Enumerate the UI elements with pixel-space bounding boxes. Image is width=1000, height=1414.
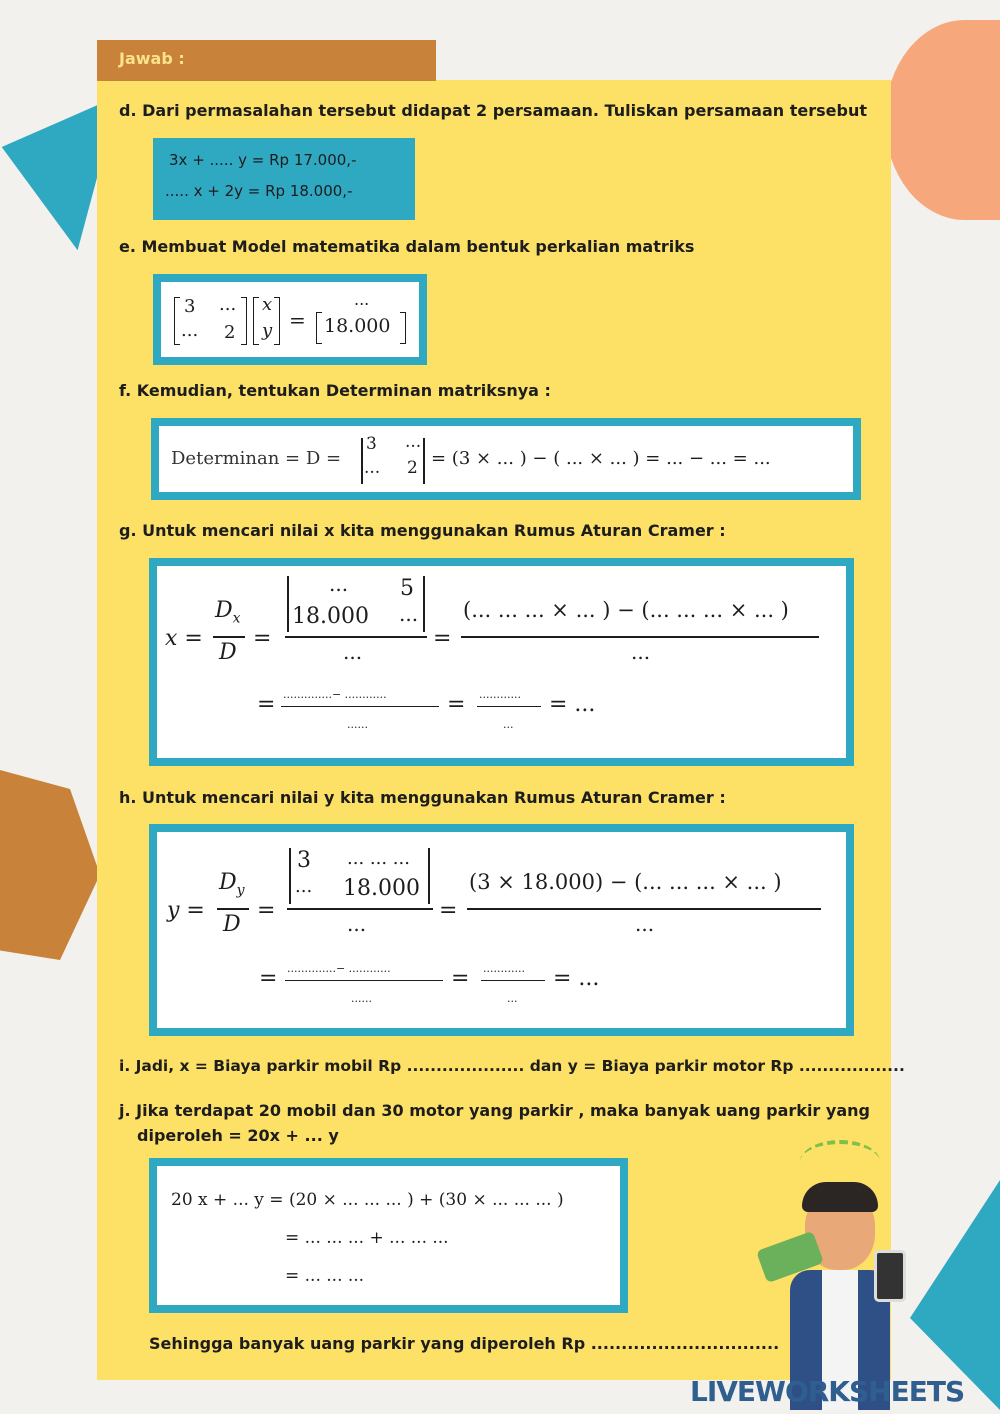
- dy-frac-den[interactable]: ...: [347, 912, 367, 936]
- right-bracket: [241, 297, 247, 345]
- vector-y: y: [262, 320, 273, 341]
- result-b2: 18.000: [324, 315, 391, 337]
- dy-m11: 3: [297, 848, 311, 873]
- x-r-eq1: =: [257, 692, 276, 717]
- x-expand-bar: [461, 636, 819, 638]
- dy-bar-left: [289, 848, 291, 904]
- question-j-line2: diperoleh = 20x + ... y: [137, 1126, 339, 1145]
- y-r-num2[interactable]: ............: [483, 962, 525, 975]
- dx-fraction-bar: [213, 636, 245, 638]
- det-bar-left: [361, 438, 363, 484]
- y-r-den1[interactable]: ......: [351, 992, 372, 1005]
- happy-man-illustration: [760, 1140, 920, 1410]
- dy-m21[interactable]: ...: [295, 876, 313, 897]
- x-equals-2: =: [433, 626, 452, 651]
- left-bracket: [316, 312, 322, 344]
- result-b1[interactable]: ...: [354, 290, 370, 309]
- liveworksheets-logo: LIVEWORKSHEETS: [690, 1375, 965, 1408]
- phone-icon: [874, 1250, 906, 1302]
- right-bracket: [400, 312, 406, 344]
- dy-m12[interactable]: ... ... ...: [347, 848, 410, 869]
- y-equals-2: =: [439, 898, 458, 923]
- y-r-eq1: =: [259, 966, 278, 991]
- dx-bar-right: [423, 576, 425, 632]
- det-a22: 2: [407, 458, 418, 478]
- dx-bar-left: [287, 576, 289, 632]
- parking-line-1[interactable]: 20 x + ... y = (20 × ... ... ... ) + (30 × ... ... ... ): [171, 1190, 564, 1210]
- dy-subscript: y: [236, 882, 245, 899]
- sparkle-lines: [800, 1140, 880, 1184]
- parking-line-3[interactable]: = ... ... ...: [285, 1266, 365, 1286]
- x-equals-1: =: [253, 626, 272, 651]
- x-r-eq3[interactable]: = ...: [549, 692, 596, 717]
- x-r-bar2: [477, 706, 541, 707]
- hair: [802, 1182, 878, 1212]
- x-r-bar1: [281, 706, 439, 707]
- parking-line-2[interactable]: = ... ... ... + ... ... ...: [285, 1228, 449, 1248]
- parking-calc-box: [149, 1158, 628, 1313]
- dy-main-bar: [287, 908, 433, 910]
- y-expand-den[interactable]: ...: [635, 912, 655, 936]
- decor-brown-hexagon: [0, 770, 100, 960]
- dx-main-bar: [285, 636, 427, 638]
- dy-denominator: D: [223, 912, 241, 937]
- question-h: h. Untuk mencari nilai y kita menggunakan Rumus Aturan Cramer :: [119, 788, 726, 807]
- matrix-box: [153, 274, 427, 365]
- equation-2[interactable]: ..... x + 2y = Rp 18.000,-: [165, 182, 353, 200]
- det-bar-right: [423, 438, 425, 484]
- x-lhs: x =: [165, 626, 203, 651]
- y-expand-num[interactable]: (3 × 18.000) − (... ... ... × ... ): [469, 870, 782, 894]
- dy-bar-right: [428, 848, 430, 904]
- left-bracket: [253, 297, 259, 345]
- dx-subscript: x: [232, 610, 241, 627]
- question-e: e. Membuat Model matematika dalam bentuk perkalian matriks: [119, 237, 695, 256]
- x-r-num1[interactable]: ..............− ............: [283, 688, 387, 701]
- left-bracket: [174, 297, 180, 345]
- dx-m22[interactable]: ...: [399, 602, 419, 626]
- dy-fraction-bar: [217, 908, 249, 910]
- determinant-box: [151, 418, 861, 500]
- question-j-line1: j. Jika terdapat 20 mobil dan 30 motor yang parkir , maka banyak uang parkir yang: [119, 1101, 870, 1120]
- dx-m12: 5: [400, 576, 414, 601]
- x-expand-den[interactable]: ...: [631, 640, 651, 664]
- equals-sign: =: [289, 308, 306, 332]
- dx-m11[interactable]: ...: [329, 572, 349, 596]
- x-expand-num[interactable]: (... ... ... × ... ) − (... ... ... × ... ): [463, 598, 789, 622]
- det-a21[interactable]: ...: [364, 458, 381, 478]
- question-g: g. Untuk mencari nilai x kita menggunakan Rumus Aturan Cramer :: [119, 521, 726, 540]
- dx-letter: D: [215, 598, 233, 623]
- y-r-bar1: [285, 980, 443, 981]
- dy-m22: 18.000: [343, 876, 420, 901]
- det-a12[interactable]: ...: [405, 432, 422, 452]
- y-r-den2[interactable]: ...: [507, 992, 518, 1005]
- determinant-expression[interactable]: = (3 × ... ) − ( ... × ... ) = ... − ... = ...: [431, 448, 771, 469]
- y-r-bar2: [481, 980, 545, 981]
- dx-numerator: [215, 598, 241, 626]
- x-r-den2[interactable]: ...: [503, 718, 514, 731]
- question-d: d. Dari permasalahan tersebut didapat 2 persamaan. Tuliskan persamaan tersebut: [119, 101, 867, 120]
- decor-orange-shape: [885, 20, 1000, 220]
- y-r-eq3[interactable]: = ...: [553, 966, 600, 991]
- matrix-a21[interactable]: ...: [181, 320, 199, 341]
- dy-numerator: [219, 870, 245, 898]
- matrix-a11: 3: [184, 296, 196, 317]
- y-r-num1[interactable]: ..............− ............: [287, 962, 391, 975]
- vector-x: x: [262, 294, 273, 315]
- x-r-den1[interactable]: ......: [347, 718, 368, 731]
- determinant-label: Determinan = D =: [171, 448, 342, 469]
- det-a11: 3: [366, 434, 377, 454]
- x-r-num2[interactable]: ............: [479, 688, 521, 701]
- right-bracket: [274, 297, 280, 345]
- matrix-a12[interactable]: ...: [219, 294, 237, 315]
- question-f: f. Kemudian, tentukan Determinan matriksnya :: [119, 381, 551, 400]
- dx-m21: 18.000: [292, 604, 369, 629]
- cramer-x-box: [149, 558, 854, 766]
- equations-box: [153, 138, 415, 220]
- y-lhs: y =: [167, 898, 205, 923]
- question-i[interactable]: i. Jadi, x = Biaya parkir mobil Rp .................... dan y = Biaya parkir motor Rp ..................: [119, 1057, 905, 1075]
- dy-letter: D: [219, 870, 237, 895]
- y-equals-1: =: [257, 898, 276, 923]
- d-denominator: D: [219, 640, 237, 665]
- y-r-eq2: =: [451, 966, 470, 991]
- answer-tab-label: Jawab :: [119, 49, 185, 68]
- cramer-y-box: [149, 824, 854, 1036]
- answer-tab: [97, 40, 436, 81]
- conclusion-text[interactable]: Sehingga banyak uang parkir yang diperoleh Rp ...............................: [149, 1334, 780, 1353]
- equation-1[interactable]: 3x + ..... y = Rp 17.000,-: [169, 151, 357, 169]
- x-r-eq2: =: [447, 692, 466, 717]
- y-expand-bar: [467, 908, 821, 910]
- matrix-a22: 2: [224, 322, 236, 343]
- dx-frac-den[interactable]: ...: [343, 640, 363, 664]
